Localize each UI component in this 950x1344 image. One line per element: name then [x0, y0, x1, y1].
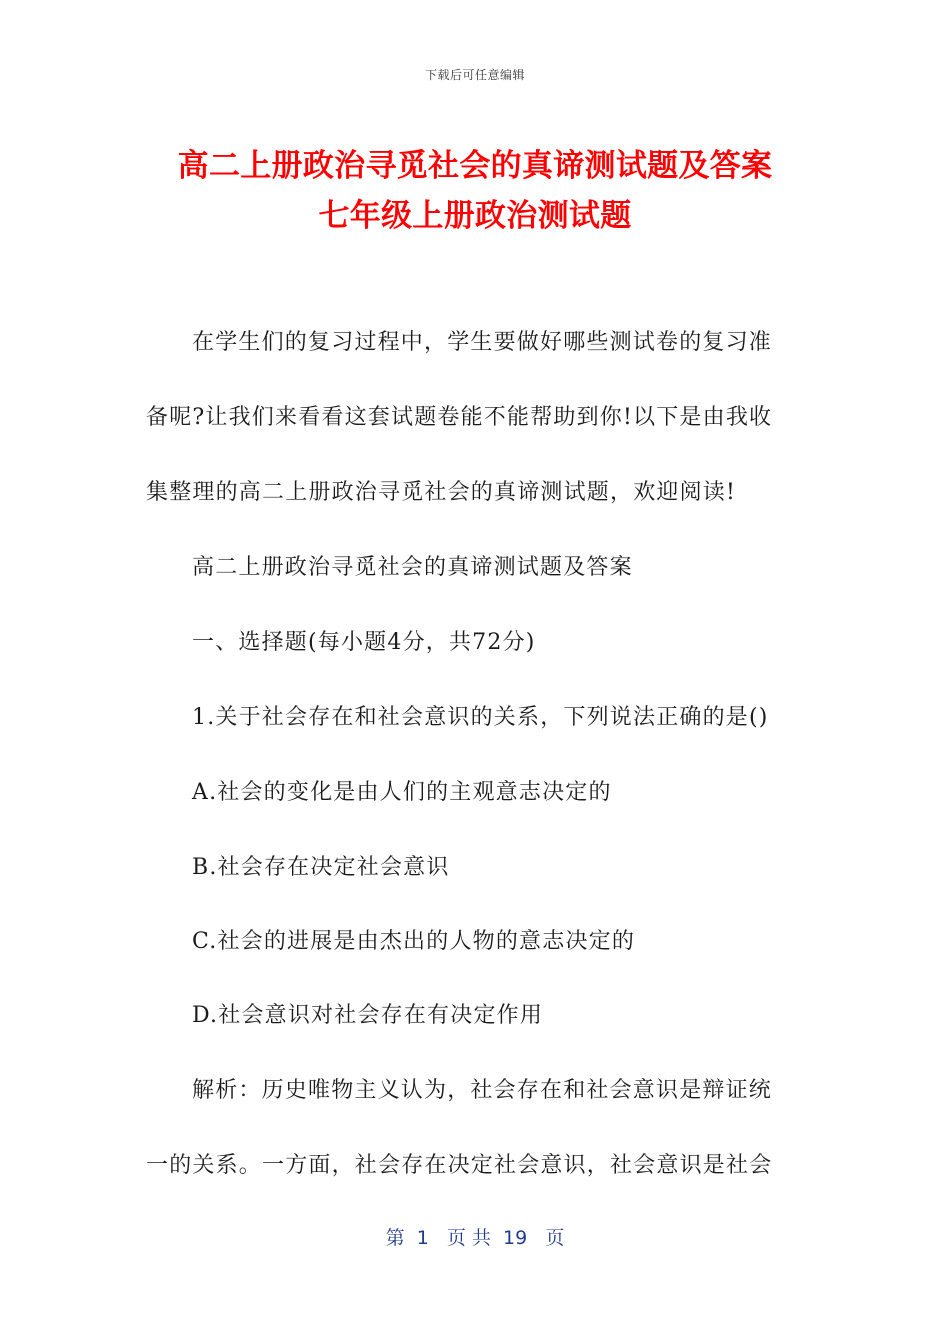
analysis-line1: 解析：历史唯物主义认为，社会存在和社会意识是辩证统 — [192, 1078, 773, 1103]
option-a: A.社会的变化是由人们的主观意志决定的 — [192, 780, 612, 805]
option-d: D.社会意识对社会存在有决定作用 — [192, 1003, 544, 1028]
header-note: 下载后可任意编辑 — [424, 68, 525, 82]
intro-paragraph-line3: 集整理的高二上册政治寻觅社会的真谛测试题，欢迎阅读! — [146, 480, 737, 505]
section-subtitle: 高二上册政治寻觅社会的真谛测试题及答案 — [192, 555, 633, 580]
intro-paragraph-line1: 在学生们的复习过程中，学生要做好哪些测试卷的复习准 — [192, 330, 773, 355]
option-b: B.社会存在决定社会意识 — [192, 855, 450, 880]
section-heading: 一、选择题(每小题4分，共72分) — [192, 630, 536, 655]
analysis-line2: 一的关系。一方面，社会存在决定社会意识，社会意识是社会 — [146, 1153, 773, 1178]
page-number-footer: 第 1 页 共 19 页 — [385, 1227, 565, 1249]
document-title-line2: 七年级上册政治测试题 — [318, 198, 632, 234]
document-title-line1: 高二上册政治寻觅社会的真谛测试题及答案 — [177, 148, 773, 184]
option-c: C.社会的进展是由杰出的人物的意志决定的 — [192, 929, 636, 954]
question-1: 1.关于社会存在和社会意识的关系，下列说法正确的是() — [192, 705, 769, 730]
intro-paragraph-line2: 备呢?让我们来看看这套试题卷能不能帮助到你!以下是由我收 — [146, 405, 773, 430]
